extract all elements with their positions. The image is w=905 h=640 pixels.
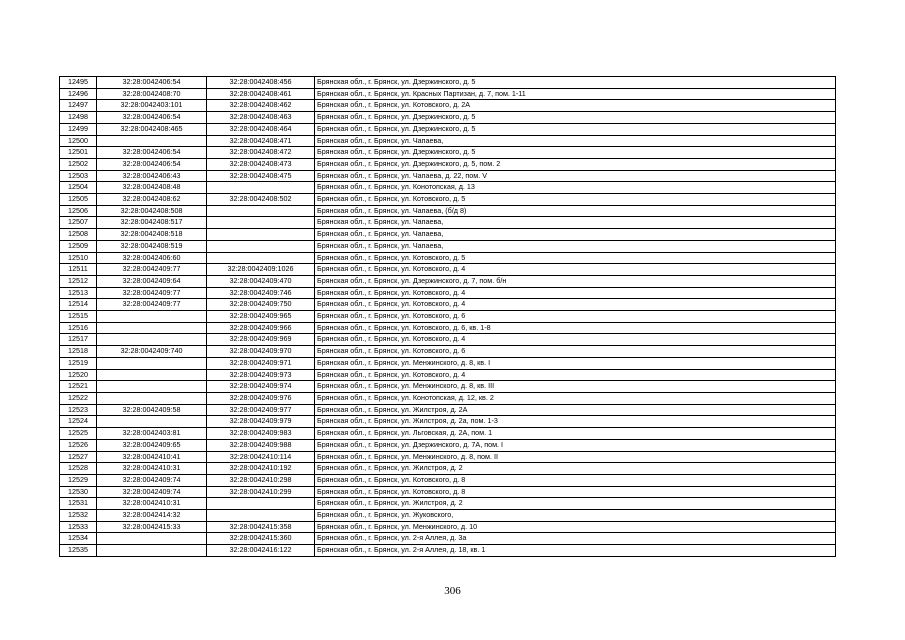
cadastral-number-cell [97,392,207,404]
address-cell: Брянская обл., г. Брянск, ул. Котовского, д. 2А [315,100,836,112]
row-number-cell: 12518 [60,346,97,358]
row-number-cell: 12522 [60,392,97,404]
address-cell: Брянская обл., г. Брянск, ул. 2-я Аллея, д. 18, кв. 1 [315,545,836,557]
object-cadastral-number-cell: 32:28:0042408:464 [207,123,315,135]
address-cell: Брянская обл., г. Брянск, ул. Менжинского, д. 8, кв. I [315,357,836,369]
address-cell: Брянская обл., г. Брянск, ул. Котовского, д. 8 [315,474,836,486]
row-number-cell: 12504 [60,182,97,194]
table-row [60,88,836,100]
row-number-cell: 12530 [60,486,97,498]
cadastral-number-cell [97,334,207,346]
address-cell: Брянская обл., г. Брянск, ул. Красных Партизан, д. 7, пом. 1-11 [315,88,836,100]
cadastral-number-cell: 32:28:0042406:54 [97,112,207,124]
table-row [60,229,836,241]
object-cadastral-number-cell: 32:28:0042409:1026 [207,264,315,276]
row-number-cell: 12496 [60,88,97,100]
cadastral-number-cell: 32:28:0042406:54 [97,77,207,89]
row-number-cell: 12527 [60,451,97,463]
address-cell: Брянская обл., г. Брянск, ул. Конотопская, д. 12, кв. 2 [315,392,836,404]
object-cadastral-number-cell: 32:28:0042408:463 [207,112,315,124]
row-number-cell: 12523 [60,404,97,416]
object-cadastral-number-cell: 32:28:0042409:969 [207,334,315,346]
table-row [60,275,836,287]
address-cell: Брянская обл., г. Брянск, ул. Дзержинского, д. 5 [315,77,836,89]
address-cell: Брянская обл., г. Брянск, ул. Котовского, д. 4 [315,264,836,276]
address-cell: Брянская обл., г. Брянск, ул. Котовского, д. 5 [315,194,836,206]
cadastral-number-cell: 32:28:0042409:74 [97,474,207,486]
address-cell: Брянская обл., г. Брянск, ул. Котовского, д. 6 [315,311,836,323]
cadastral-number-cell: 32:28:0042414:32 [97,510,207,522]
row-number-cell: 12528 [60,463,97,475]
object-cadastral-number-cell: 32:28:0042415:358 [207,521,315,533]
row-number-cell: 12501 [60,147,97,159]
table-row [60,112,836,124]
row-number-cell: 12510 [60,252,97,264]
cadastral-number-cell: 32:28:0042415:33 [97,521,207,533]
cadastral-number-cell: 32:28:0042406:54 [97,147,207,159]
row-number-cell: 12502 [60,158,97,170]
cadastral-number-cell [97,533,207,545]
page-number: 306 [444,585,461,597]
table-row [60,311,836,323]
cadastral-number-cell: 32:28:0042408:465 [97,123,207,135]
object-cadastral-number-cell: 32:28:0042409:966 [207,322,315,334]
row-number-cell: 12511 [60,264,97,276]
object-cadastral-number-cell [207,217,315,229]
object-cadastral-number-cell: 32:28:0042408:456 [207,77,315,89]
row-number-cell: 12500 [60,135,97,147]
table-row [60,205,836,217]
cadastral-number-cell: 32:28:0042409:77 [97,299,207,311]
address-cell: Брянская обл., г. Брянск, ул. Чапаева, (б/д 8) [315,205,836,217]
row-number-cell: 12512 [60,275,97,287]
table-row [60,498,836,510]
object-cadastral-number-cell: 32:28:0042409:983 [207,428,315,440]
object-cadastral-number-cell [207,498,315,510]
table-row [60,451,836,463]
object-cadastral-number-cell: 32:28:0042409:974 [207,381,315,393]
cadastral-number-cell [97,416,207,428]
cadastral-number-cell: 32:28:0042409:58 [97,404,207,416]
table-row [60,240,836,252]
row-number-cell: 12503 [60,170,97,182]
object-cadastral-number-cell: 32:28:0042409:965 [207,311,315,323]
object-cadastral-number-cell: 32:28:0042410:192 [207,463,315,475]
row-number-cell: 12497 [60,100,97,112]
cadastral-number-cell: 32:28:0042406:43 [97,170,207,182]
object-cadastral-number-cell: 32:28:0042408:475 [207,170,315,182]
row-number-cell: 12499 [60,123,97,135]
row-number-cell: 12515 [60,311,97,323]
cadastral-number-cell: 32:28:0042410:31 [97,463,207,475]
object-cadastral-number-cell [207,205,315,217]
address-cell: Брянская обл., г. Брянск, ул. 2-я Аллея, д. 3а [315,533,836,545]
row-number-cell: 12534 [60,533,97,545]
address-cell: Брянская обл., г. Брянск, ул. Котовского, д. 8 [315,486,836,498]
row-number-cell: 12508 [60,229,97,241]
table-row [60,264,836,276]
object-cadastral-number-cell: 32:28:0042409:976 [207,392,315,404]
cadastral-number-cell: 32:28:0042409:77 [97,287,207,299]
table-row [60,463,836,475]
row-number-cell: 12506 [60,205,97,217]
cadastral-number-cell: 32:28:0042403:81 [97,428,207,440]
cadastral-number-cell: 32:28:0042408:62 [97,194,207,206]
table-row [60,404,836,416]
address-cell: Брянская обл., г. Брянск, ул. Жилстроя, д. 2А [315,404,836,416]
table-row [60,77,836,89]
table-row [60,322,836,334]
table-row [60,486,836,498]
table-row [60,533,836,545]
row-number-cell: 12526 [60,439,97,451]
row-number-cell: 12531 [60,498,97,510]
row-number-cell: 12532 [60,510,97,522]
address-cell: Брянская обл., г. Брянск, ул. Чапаева, д. 22, пом. V [315,170,836,182]
row-number-cell: 12498 [60,112,97,124]
object-cadastral-number-cell: 32:28:0042409:988 [207,439,315,451]
object-cadastral-number-cell: 32:28:0042409:470 [207,275,315,287]
address-cell: Брянская обл., г. Брянск, ул. Котовского, д. 4 [315,287,836,299]
object-cadastral-number-cell [207,252,315,264]
cadastral-number-cell: 32:28:0042406:60 [97,252,207,264]
table-row [60,369,836,381]
object-cadastral-number-cell: 32:28:0042409:746 [207,287,315,299]
cadastral-number-cell: 32:28:0042409:74 [97,486,207,498]
object-cadastral-number-cell [207,510,315,522]
address-cell: Брянская обл., г. Брянск, ул. Жилстроя, д. 2 [315,498,836,510]
address-cell: Брянская обл., г. Брянск, ул. Котовского, д. 4 [315,334,836,346]
cadastral-number-cell [97,311,207,323]
cadastral-number-cell: 32:28:0042409:740 [97,346,207,358]
address-cell: Брянская обл., г. Брянск, ул. Менжинского, д. 8, пом. II [315,451,836,463]
row-number-cell: 12495 [60,77,97,89]
table-row [60,100,836,112]
register-table [59,76,836,557]
table-row [60,357,836,369]
address-cell: Брянская обл., г. Брянск, ул. Котовского, д. 5 [315,252,836,264]
object-cadastral-number-cell: 32:28:0042416:122 [207,545,315,557]
cadastral-number-cell: 32:28:0042408:70 [97,88,207,100]
object-cadastral-number-cell: 32:28:0042409:977 [207,404,315,416]
address-cell: Брянская обл., г. Брянск, ул. Льговская, д. 2А, пом. 1 [315,428,836,440]
cadastral-number-cell: 32:28:0042406:54 [97,158,207,170]
table-row [60,194,836,206]
address-cell: Брянская обл., г. Брянск, ул. Котовского, д. 6 [315,346,836,358]
object-cadastral-number-cell: 32:28:0042409:750 [207,299,315,311]
cadastral-number-cell: 32:28:0042408:518 [97,229,207,241]
object-cadastral-number-cell: 32:28:0042408:472 [207,147,315,159]
address-cell: Брянская обл., г. Брянск, ул. Конотопская, д. 13 [315,182,836,194]
cadastral-number-cell: 32:28:0042409:77 [97,264,207,276]
register-table-body [60,77,836,557]
object-cadastral-number-cell: 32:28:0042409:973 [207,369,315,381]
row-number-cell: 12520 [60,369,97,381]
cadastral-number-cell [97,369,207,381]
row-number-cell: 12507 [60,217,97,229]
cadastral-number-cell: 32:28:0042408:508 [97,205,207,217]
table-row [60,334,836,346]
table-row [60,439,836,451]
table-row [60,381,836,393]
cadastral-number-cell: 32:28:0042408:48 [97,182,207,194]
address-cell: Брянская обл., г. Брянск, ул. Дзержинского, д. 5 [315,112,836,124]
address-cell: Брянская обл., г. Брянск, ул. Дзержинского, д. 5 [315,147,836,159]
table-row [60,217,836,229]
address-cell: Брянская обл., г. Брянск, ул. Котовского, д. 4 [315,369,836,381]
object-cadastral-number-cell: 32:28:0042408:502 [207,194,315,206]
object-cadastral-number-cell: 32:28:0042409:979 [207,416,315,428]
cadastral-number-cell [97,135,207,147]
row-number-cell: 12529 [60,474,97,486]
table-row [60,474,836,486]
object-cadastral-number-cell: 32:28:0042408:461 [207,88,315,100]
address-cell: Брянская обл., г. Брянск, ул. Чапаева, [315,135,836,147]
address-cell: Брянская обл., г. Брянск, ул. Менжинского, д. 8, кв. III [315,381,836,393]
object-cadastral-number-cell: 32:28:0042410:114 [207,451,315,463]
table-row [60,346,836,358]
table-row [60,135,836,147]
cadastral-number-cell: 32:28:0042408:517 [97,217,207,229]
table-row [60,416,836,428]
table-row [60,147,836,159]
object-cadastral-number-cell [207,229,315,241]
object-cadastral-number-cell [207,182,315,194]
object-cadastral-number-cell: 32:28:0042410:299 [207,486,315,498]
cadastral-number-cell: 32:28:0042410:31 [97,498,207,510]
table-row [60,299,836,311]
cadastral-number-cell: 32:28:0042409:64 [97,275,207,287]
object-cadastral-number-cell: 32:28:0042410:298 [207,474,315,486]
cadastral-number-cell [97,322,207,334]
row-number-cell: 12505 [60,194,97,206]
row-number-cell: 12509 [60,240,97,252]
cadastral-number-cell: 32:28:0042408:519 [97,240,207,252]
table-row [60,170,836,182]
table-row [60,287,836,299]
object-cadastral-number-cell: 32:28:0042409:970 [207,346,315,358]
object-cadastral-number-cell [207,240,315,252]
object-cadastral-number-cell: 32:28:0042409:971 [207,357,315,369]
address-cell: Брянская обл., г. Брянск, ул. Котовского, д. 6, кв. 1-8 [315,322,836,334]
address-cell: Брянская обл., г. Брянск, ул. Менжинского, д. 10 [315,521,836,533]
cadastral-number-cell [97,357,207,369]
table-row [60,123,836,135]
cadastral-number-cell: 32:28:0042403:101 [97,100,207,112]
row-number-cell: 12514 [60,299,97,311]
address-cell: Брянская обл., г. Брянск, ул. Котовского, д. 4 [315,299,836,311]
cadastral-number-cell: 32:28:0042409:65 [97,439,207,451]
table-row [60,545,836,557]
object-cadastral-number-cell: 32:28:0042415:360 [207,533,315,545]
cadastral-number-cell [97,545,207,557]
address-cell: Брянская обл., г. Брянск, ул. Чапаева, [315,240,836,252]
address-cell: Брянская обл., г. Брянск, ул. Дзержинского, д. 7А, пом. I [315,439,836,451]
table-row [60,510,836,522]
address-cell: Брянская обл., г. Брянск, ул. Дзержинского, д. 5 [315,123,836,135]
row-number-cell: 12521 [60,381,97,393]
row-number-cell: 12517 [60,334,97,346]
address-cell: Брянская обл., г. Брянск, ул. Жилстроя, д. 2а, пом. 1-3 [315,416,836,428]
object-cadastral-number-cell: 32:28:0042408:473 [207,158,315,170]
object-cadastral-number-cell: 32:28:0042408:462 [207,100,315,112]
address-cell: Брянская обл., г. Брянск, ул. Чапаева, [315,217,836,229]
table-row [60,182,836,194]
table-row [60,521,836,533]
address-cell: Брянская обл., г. Брянск, ул. Дзержинского, д. 7, пом. б/н [315,275,836,287]
address-cell: Брянская обл., г. Брянск, ул. Чапаева, [315,229,836,241]
cadastral-number-cell: 32:28:0042410:41 [97,451,207,463]
address-cell: Брянская обл., г. Брянск, ул. Дзержинского, д. 5, пом. 2 [315,158,836,170]
row-number-cell: 12519 [60,357,97,369]
table-row [60,428,836,440]
row-number-cell: 12535 [60,545,97,557]
row-number-cell: 12516 [60,322,97,334]
address-cell: Брянская обл., г. Брянск, ул. Жуковского, [315,510,836,522]
table-row [60,252,836,264]
row-number-cell: 12533 [60,521,97,533]
table-row [60,392,836,404]
cadastral-number-cell [97,381,207,393]
object-cadastral-number-cell: 32:28:0042408:471 [207,135,315,147]
table-row [60,158,836,170]
row-number-cell: 12513 [60,287,97,299]
row-number-cell: 12525 [60,428,97,440]
row-number-cell: 12524 [60,416,97,428]
address-cell: Брянская обл., г. Брянск, ул. Жилстроя, д. 2 [315,463,836,475]
